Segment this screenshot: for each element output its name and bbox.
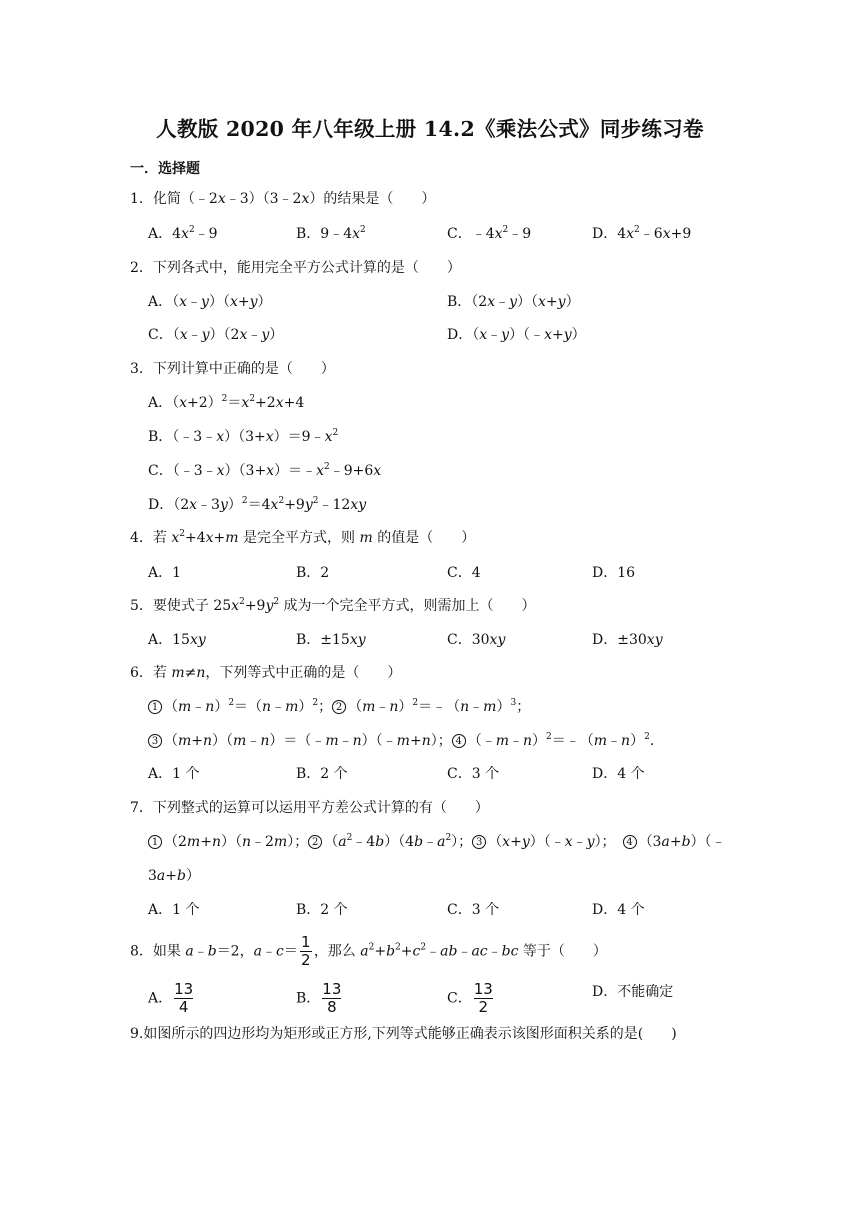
q1-option-c: C．$﹣4x^2﹣9$ [447, 225, 532, 242]
q4-option-b: B．2 [296, 565, 330, 581]
q4-option-a: A．1 [148, 565, 182, 581]
circled-number-2: 2 [308, 835, 322, 849]
q1-option-b: B．$9﹣4x^2$ [296, 225, 366, 242]
question-7-stem: 7．下列整式的运算可以运用平方差公式计算的有（ ） [130, 800, 489, 816]
question-9-stem: 9.如图所示的四边形均为矩形或正方形,下列等式能够正确表示该图形面积关系的是( ) [130, 1026, 677, 1042]
question-8-stem: 8．如果 a﹣b＝2，a﹣c＝ $\frac{1}{2}$ ，那么 $a^2+b^2+c^2﹣ab﹣ac﹣bc$ 等于（ ） [130, 933, 607, 969]
q2-option-c: C．（x﹣y）（2x﹣y） [148, 327, 284, 343]
circled-number-2: 2 [332, 700, 346, 714]
circled-number-3: 3 [472, 835, 486, 849]
q6-statements-line-2: 3 （m+n）（m﹣n）＝（﹣m﹣n）（﹣m+n）； 4 （﹣m﹣n）$^2$＝﹣（m﹣n）$^2$. [148, 731, 654, 751]
q2-option-a: A．（x﹣y）（x+y） [148, 294, 272, 310]
q5-option-b: B．±15xy [296, 632, 366, 648]
q2-option-b: B．（2x﹣y）（x+y） [447, 294, 580, 310]
fraction: $\frac{13}{8}$ [322, 980, 342, 1016]
circled-number-4: 4 [623, 835, 637, 849]
question-6-stem: 6．若 m≠n，下列等式中正确的是（ ） [130, 665, 402, 681]
q4-option-c: C．4 [447, 565, 481, 581]
question-3-stem: 3．下列计算中正确的是（ ） [130, 361, 335, 377]
q5-option-d: D．±30xy [592, 632, 663, 648]
q7-option-d: D．4 个 [592, 902, 645, 918]
q5-option-a: A．15xy [148, 632, 206, 648]
question-1-stem: 1．化简（﹣2x﹣3）（3﹣2x）的结果是（ ） [130, 191, 436, 207]
fraction: $\frac{13}{4}$ [174, 980, 194, 1016]
q8-option-c: C． $\frac{13}{2}$ [447, 980, 493, 1016]
circled-number-3: 3 [148, 734, 162, 748]
q7-statements-line-1: 1 （2m+n）（n﹣2m）； 2 $(a^2﹣4b)(4b﹣a^2)$； 3 （x+y）（﹣x﹣y）； 4 （3a+b）（﹣ [148, 832, 726, 852]
q7-option-c: C．3 个 [447, 902, 500, 918]
section-heading: 一．选择题 [130, 161, 200, 177]
q6-option-d: D．4 个 [592, 766, 645, 782]
q6-statements-line-1: 1 （m﹣n）$^2$＝（n﹣m）$^2$； 2 （m﹣n）$^2$＝﹣（n﹣m）$^3$； [148, 697, 530, 717]
q1-option-d: D．$4x^2﹣6x+9$ [592, 225, 692, 242]
q1-option-a: A．$4x^2﹣9$ [148, 225, 218, 242]
q6-option-a: A．1 个 [148, 766, 200, 782]
q3-option-c: C．$(﹣3﹣x)(3+x)=﹣x^2﹣9+6x$ [148, 462, 382, 479]
circled-number-1: 1 [148, 835, 162, 849]
q3-option-a: A．$(x+2)^2=x^2+2x+4$ [148, 394, 305, 411]
fraction: $\frac{13}{2}$ [473, 980, 493, 1016]
page-title: 人教版 2020 年八年级上册 14.2《乘法公式》同步练习卷 [156, 117, 704, 141]
q2-option-d: D．（x﹣y）（﹣x+y） [447, 327, 586, 343]
question-4-stem: 4．若 $x^2+4x+m$ 是完全平方式，则 m 的值是（ ） [130, 529, 476, 546]
q8-option-a: A． $\frac{13}{4}$ [148, 980, 194, 1016]
circled-number-1: 1 [148, 700, 162, 714]
question-2-stem: 2．下列各式中，能用完全平方公式计算的是（ ） [130, 260, 461, 276]
circled-number-4: 4 [452, 734, 466, 748]
q8-option-b: B． $\frac{13}{8}$ [296, 980, 342, 1016]
q3-option-d: D．$(2x﹣3y)^2=4x^2+9y^2﹣12xy$ [148, 496, 367, 513]
q7-option-b: B．2 个 [296, 902, 348, 918]
q6-option-b: B．2 个 [296, 766, 348, 782]
q5-option-c: C．30xy [447, 632, 506, 648]
q3-option-b: B．$(﹣3﹣x)(3+x)=9﹣x^2$ [148, 428, 339, 445]
q7-option-a: A．1 个 [148, 902, 200, 918]
fraction: $\frac{1}{2}$ [301, 933, 311, 969]
q8-option-d: D．不能确定 [592, 984, 674, 1000]
question-5-stem: 5．要使式子 $25x^2+9y^2$ 成为一个完全平方式，则需加上（ ） [130, 597, 536, 614]
q4-option-d: D．16 [592, 565, 636, 581]
q7-statements-line-2: 3a+b） [148, 868, 200, 884]
q6-option-c: C．3 个 [447, 766, 500, 782]
